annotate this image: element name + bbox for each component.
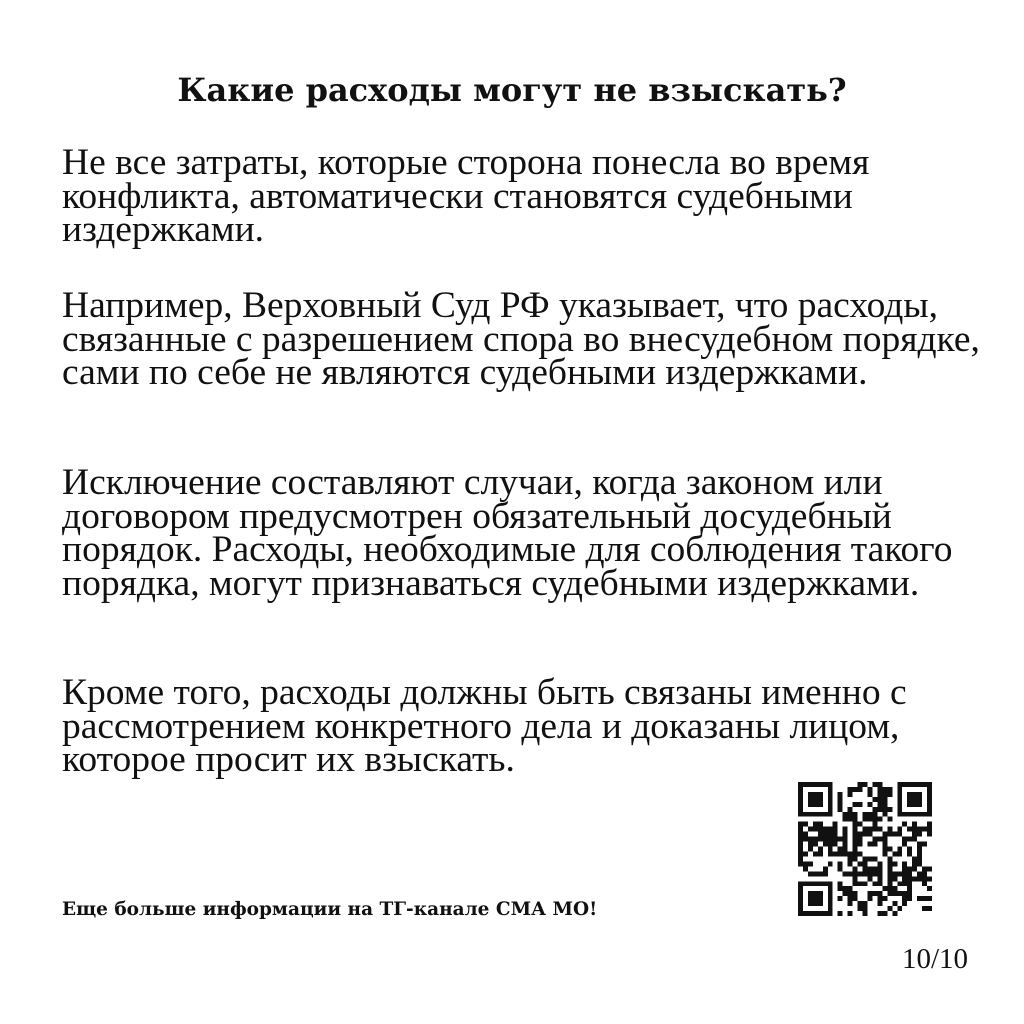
paragraph-4: Кроме того, расходы должны быть связаны именно с рассмотрением конкретного дела и доказаны лицом, которое просит их взыскать. [62,672,907,780]
paragraph-3: Исключение составляют случаи, когда законом или договором предусмотрен обязательный досудебный порядок. Расходы, необходимые для соблюдения такого порядка, могут признаваться судебными издержками. [62,462,953,604]
paragraph-2: Например, Верховный Суд РФ указывает, что расходы, связанные с разрешением спора во внесудебном порядке, сами по себе не являются судебными издержками. [62,285,980,393]
page-number: 10/10 [901,943,968,975]
qr-code-icon[interactable] [798,782,932,916]
paragraph-1: Не все затраты, которые сторона понесла во время конфликта, автоматически становятся судебными издержками. [62,142,870,250]
telegram-channel-footer: Еще больше информации на ТГ-канале СМА МО! [62,899,598,920]
page-title: Какие расходы могут не взыскать? [177,71,847,109]
